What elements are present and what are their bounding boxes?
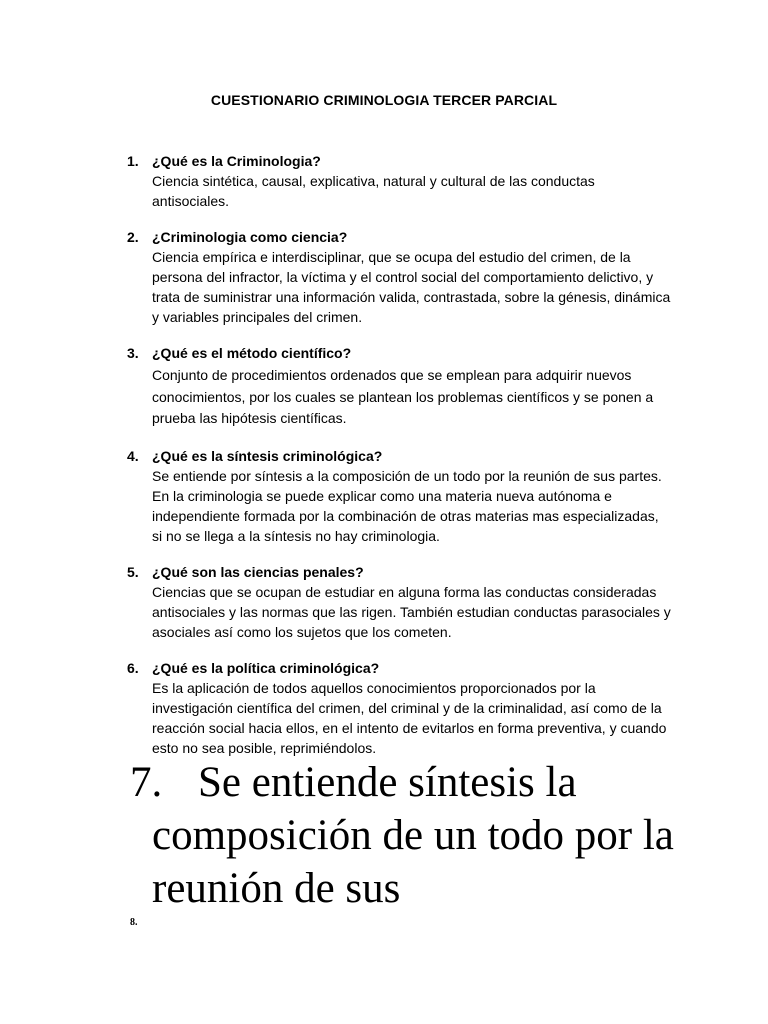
trailing-item-number: 8. bbox=[130, 917, 138, 928]
question-list bbox=[127, 151, 672, 774]
question-text: ¿Qué es la síntesis criminológica? bbox=[152, 447, 383, 464]
question-item-4 bbox=[127, 446, 672, 546]
document-title: CUESTIONARIO CRIMINOLOGIA TERCER PARCIAL bbox=[210, 92, 558, 108]
question-number: 2. bbox=[127, 229, 139, 245]
large-item-text: Se entiende síntesis la composición de un todo por la reunión de sus bbox=[152, 759, 674, 912]
question-text: ¿Qué es la Criminologia? bbox=[152, 153, 321, 169]
large-item-7 bbox=[130, 756, 750, 915]
question-text: ¿Qué son las ciencias penales? bbox=[152, 563, 364, 580]
question-item-1 bbox=[127, 151, 672, 211]
answer-text: Ciencia empírica e interdisciplinar, que se ocupa del estudio del crimen, de la persona del infractor, la víctima y el control social del comportamiento delictivo, y trata de suministrar una información valida, contrastada, sobre la génesis, dinámica y variables principales del crimen. bbox=[152, 249, 671, 325]
question-item-2 bbox=[127, 227, 672, 327]
question-item-3 bbox=[127, 343, 672, 430]
question-item-5 bbox=[127, 562, 672, 642]
answer-text: Se entiende por síntesis a la composición de un todo por la reunión de sus partes. En la criminologia se puede explicar como una materia nueva autónoma e independiente formada por la combinación de otras materias mas especializadas, si no se llega a la síntesis no hay criminologia. bbox=[152, 467, 662, 544]
answer-text: Ciencia sintética, causal, explicativa, natural y cultural de las conductas antisociales. bbox=[152, 173, 595, 209]
answer-text: Conjunto de procedimientos ordenados que se emplean para adquirir nuevos conocimientos, por los cuales se plantean los problemas científicos y se ponen a prueba las hipótesis científicas. bbox=[152, 367, 654, 426]
question-number: 4. bbox=[127, 447, 139, 464]
large-item-number: 7. bbox=[130, 759, 163, 806]
question-number: 3. bbox=[127, 345, 139, 361]
question-number: 5. bbox=[127, 563, 139, 580]
question-number: 1. bbox=[127, 153, 139, 169]
answer-text: Ciencias que se ocupan de estudiar en alguna forma las conductas consideradas antisociales y las normas que las rigen. También estudian conductas parasociales y asociales así como los sujetos que los cometen. bbox=[152, 583, 671, 640]
question-number: 6. bbox=[127, 659, 139, 676]
answer-text: Es la aplicación de todos aquellos conocimientos proporcionados por la investigación científica del crimen, del criminal y de la criminalidad, así como de la reacción social hacia ellos, en el intento de evitarlos en forma preventiva, y cuando esto no sea posible, reprimiéndolos. bbox=[152, 679, 667, 756]
question-text: ¿Qué es la política criminológica? bbox=[152, 659, 380, 676]
question-text: ¿Criminologia como ciencia? bbox=[152, 229, 348, 245]
question-item-6 bbox=[127, 658, 672, 758]
question-text: ¿Qué es el método científico? bbox=[152, 345, 352, 361]
